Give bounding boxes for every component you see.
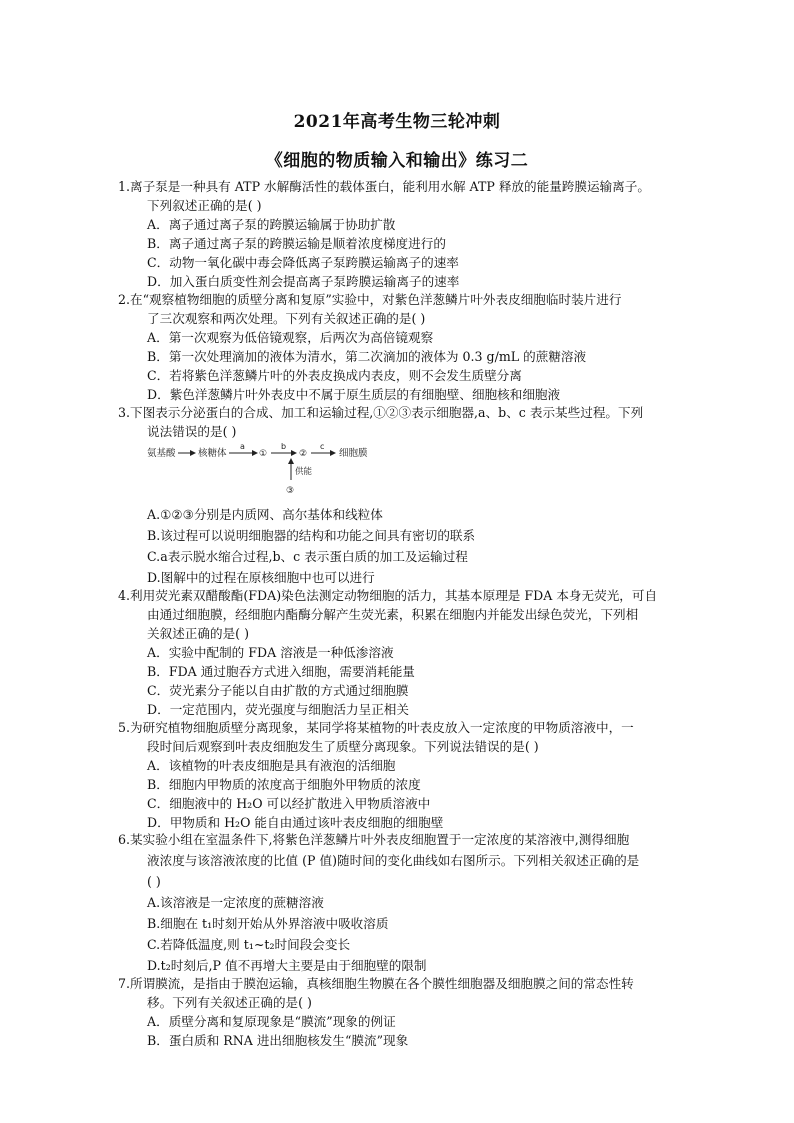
answer-option: C.a表示脱水缩合过程,b、c 表示蛋白质的加工及运输过程 bbox=[147, 549, 468, 564]
question-text: 关叙述正确的是( ) bbox=[147, 626, 249, 641]
diagram-membrane: 细胞膜 bbox=[339, 448, 368, 459]
answer-option: B．离子通过离子泵的跨膜运输是顺着浓度梯度进行的 bbox=[147, 236, 446, 251]
answer-option: D．紫色洋葱鳞片叶外表皮中不属于原生质层的有细胞壁、细胞核和细胞液 bbox=[147, 387, 561, 402]
answer-option: C．荧光素分子能以自由扩散的方式通过细胞膜 bbox=[147, 683, 409, 698]
question-text: 由通过细胞膜，经细胞内酯酶分解产生荧光素，积累在细胞内并能发出绿色荧光，下列相 bbox=[147, 607, 639, 622]
question-text: 5.为研究植物细胞质壁分离现象，某同学将某植物的叶表皮放入一定浓度的甲物质溶液中，一 bbox=[118, 720, 634, 735]
answer-option: B．蛋白质和 RNA 进出细胞核发生“膜流”现象 bbox=[147, 1033, 409, 1048]
answer-option: C．细胞液中的 H₂O 可以经扩散进入甲物质溶液中 bbox=[147, 796, 431, 811]
answer-option: D．甲物质和 H₂O 能自由通过该叶表皮细胞的细胞壁 bbox=[147, 815, 444, 830]
question-text: 移。下列有关叙述正确的是( ) bbox=[147, 995, 312, 1010]
diagram-label-a: a bbox=[240, 442, 245, 451]
diagram-label-b: b bbox=[281, 442, 287, 451]
answer-option: B.细胞在 t₁时刻开始从外界溶液中吸收溶质 bbox=[147, 916, 389, 931]
question-text: 6.某实验小组在室温条件下,将紫色洋葱鳞片叶外表皮细胞置于一定浓度的某溶液中,测得细胞 bbox=[118, 832, 630, 847]
diagram-organelle-3: ③ bbox=[286, 486, 295, 496]
question-text: ( ) bbox=[147, 874, 161, 889]
diagram-ribosome: 核糖体 bbox=[198, 448, 227, 459]
question-text: 3.下图表示分泌蛋白的合成、加工和运输过程,①②③表示细胞器,a、b、c 表示某些过程。下列 bbox=[118, 405, 644, 420]
answer-option: A.①②③分别是内质网、高尔基体和线粒体 bbox=[147, 507, 383, 522]
question-text: 说法错误的是( ) bbox=[147, 424, 237, 439]
secretory-protein-diagram bbox=[147, 438, 387, 498]
answer-option: A．该植物的叶表皮细胞是具有液泡的活细胞 bbox=[147, 758, 396, 773]
page-subtitle: 《细胞的物质输入和输出》练习二 bbox=[265, 151, 529, 171]
answer-option: A.该溶液是一定浓度的蔗糖溶液 bbox=[147, 895, 324, 910]
answer-option: D．加入蛋白质变性剂会提高离子泵跨膜运输离子的速率 bbox=[147, 274, 460, 289]
answer-option: A．第一次观察为低倍镜观察，后两次为高倍镜观察 bbox=[147, 330, 434, 345]
answer-option: B．FDA 通过胞吞方式进入细胞，需要消耗能量 bbox=[147, 664, 415, 679]
page-title: 2021年高考生物三轮冲刺 bbox=[293, 112, 501, 132]
answer-option: C．若将紫色洋葱鳞片叶的外表皮换成内表皮，则不会发生质壁分离 bbox=[147, 368, 522, 383]
question-text: 7.所谓膜流，是指由于膜泡运输，真核细胞生物膜在各个膜性细胞器及细胞膜之间的常态性转 bbox=[118, 976, 634, 991]
answer-option: D.t₂时刻后,P 值不再增大主要是由于细胞壁的限制 bbox=[147, 958, 427, 973]
question-text: 4.利用荧光素双醋酸酯(FDA)染色法测定动物细胞的活力，其基本原理是 FDA 本身无荧光，可自 bbox=[118, 588, 658, 603]
diagram-organelle-1: ① bbox=[259, 449, 268, 459]
question-text: 段时间后观察到叶表皮细胞发生了质壁分离现象。下列说法错误的是( ) bbox=[147, 739, 539, 754]
answer-option: C.若降低温度,则 t₁~t₂时间段会变长 bbox=[147, 937, 351, 952]
question-text: 1.离子泵是一种具有 ATP 水解酶活性的载体蛋白，能利用水解 ATP 释放的能量跨膜运输离子。 bbox=[118, 179, 650, 194]
answer-option: B．第一次处理滴加的液体为清水，第二次滴加的液体为 0.3 g/mL 的蔗糖溶液 bbox=[147, 349, 587, 364]
answer-option: C．动物一氧化碳中毒会降低离子泵跨膜运输离子的速率 bbox=[147, 255, 459, 270]
answer-option: A．离子通过离子泵的跨膜运输属于协助扩散 bbox=[147, 217, 396, 232]
question-text: 液浓度与该溶液浓度的比值 (P 值)随时间的变化曲线如右图所示。下列相关叙述正确的是 bbox=[147, 853, 640, 868]
answer-option: B．细胞内甲物质的浓度高于细胞外甲物质的浓度 bbox=[147, 777, 421, 792]
diagram-amino-acid: 氨基酸 bbox=[147, 448, 176, 459]
diagram-energy-label: 供能 bbox=[295, 467, 313, 477]
answer-option: A．实验中配制的 FDA 溶液是一种低渗溶液 bbox=[147, 645, 394, 660]
diagram-organelle-2: ② bbox=[299, 449, 308, 459]
answer-option: A．质壁分离和复原现象是“膜流”现象的例证 bbox=[147, 1014, 396, 1029]
question-text: 了三次观察和两次处理。下列有关叙述正确的是( ) bbox=[147, 311, 426, 326]
question-text: 2.在“观察植物细胞的质壁分离和复原”实验中，对紫色洋葱鳞片叶外表皮细胞临时装片进行 bbox=[118, 292, 622, 307]
answer-option: B.该过程可以说明细胞器的结构和功能之间具有密切的联系 bbox=[147, 528, 476, 543]
diagram-label-c: c bbox=[320, 442, 325, 451]
answer-option: D.图解中的过程在原核细胞中也可以进行 bbox=[147, 570, 375, 585]
answer-option: D．一定范围内，荧光强度与细胞活力呈正相关 bbox=[147, 702, 409, 717]
question-text: 下列叙述正确的是( ) bbox=[147, 198, 262, 213]
